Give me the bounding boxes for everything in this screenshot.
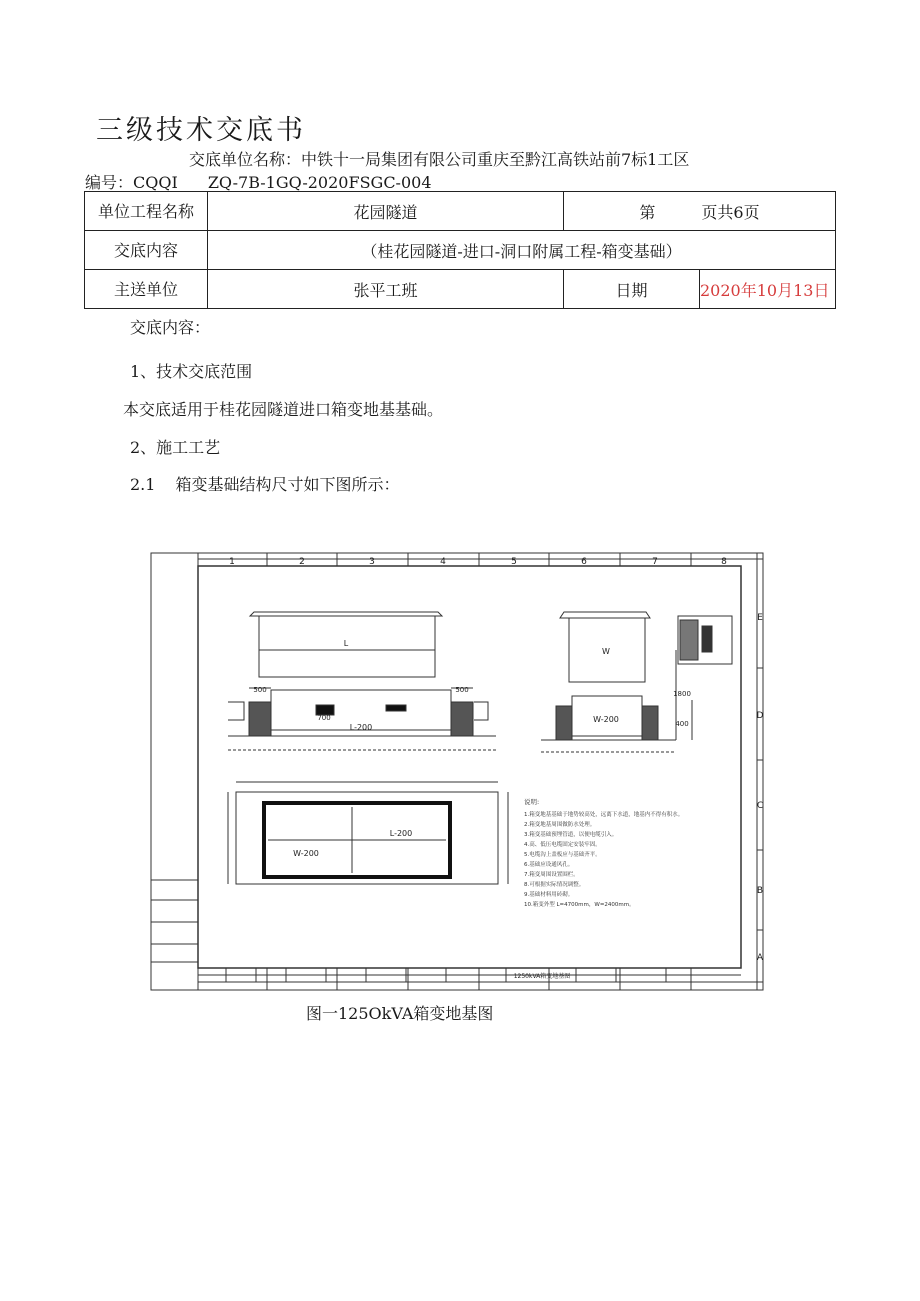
content-label: 交底内容： (130, 318, 211, 337)
side-elevation (541, 612, 692, 752)
table-label-cell: 主送单位 (85, 270, 208, 309)
substation-foundation-drawing (146, 550, 770, 996)
grid-col-label: 6 (581, 557, 587, 567)
section21-line (130, 472, 399, 495)
cable-detail (678, 616, 732, 664)
plan-L-200: L-200 (389, 829, 413, 838)
date-value-cell: 2020年10月13日 (700, 270, 836, 309)
grid-row-label: D (756, 711, 764, 721)
dim-W: W (602, 647, 610, 656)
dim-W-200: W-200 (593, 715, 619, 724)
grid-row-label: E (757, 613, 763, 623)
table-row (85, 270, 836, 309)
section21-number: 2.1 (130, 475, 156, 494)
date-label-cell: 日期 (564, 270, 700, 309)
plan-view (228, 782, 508, 884)
drawing-outer-frame (151, 553, 763, 990)
table-label-cell: 交底内容 (85, 231, 208, 270)
note-line: 6.基础应设通风孔。 (524, 862, 574, 868)
code-value: ZQ-7B-1GQ-2020FSGC-004 (207, 173, 432, 192)
section1-text: 本交底适用于桂花园隧道进口箱变地基基础。 (123, 400, 444, 419)
grid-col-label: 3 (369, 557, 375, 567)
grid-col-label: 7 (652, 557, 658, 567)
note-line: 3.箱变基础预埋管道，以便电缆引入。 (524, 832, 618, 838)
dim-L: L (343, 639, 349, 648)
dim-1600: 400 (675, 720, 689, 728)
grid-ticks (267, 553, 763, 990)
grid-col-label: 8 (721, 557, 727, 567)
note-line: 10.箱变外型 L=4700mm，W=2400mm。 (524, 902, 635, 908)
section2-heading: 2、施工工艺 (130, 438, 221, 457)
info-table (84, 191, 836, 309)
drawing-inner-frame (198, 566, 741, 968)
grid-col-label: 2 (299, 557, 305, 567)
section1-heading: 1、技术交底范围 (130, 362, 253, 381)
dim-500-right: 500 (455, 686, 469, 694)
grid-row-label: A (756, 953, 764, 963)
dim-700: 700 (317, 714, 331, 722)
left-foundation-wall (249, 702, 271, 736)
note-line: 5.电缆沟上盖板应与基础齐平。 (524, 852, 601, 858)
table-label-cell: 单位工程名称 (85, 192, 208, 231)
note-line: 1.箱变地基基础于地势较高处，远离下水道，地基内不得有积水。 (524, 812, 684, 818)
title-block-name: 1250kVA箱变地基图 (513, 973, 571, 980)
document-title: 三级技术交底书 (96, 115, 306, 146)
table-row (85, 231, 836, 270)
table-row (85, 192, 836, 231)
page-suffix: 页共6页 (701, 202, 760, 222)
right-foundation-wall (451, 702, 473, 736)
recipient-cell: 张平工班 (208, 270, 564, 309)
figure-caption: 图一125OkVA箱变地基图 (306, 1004, 494, 1023)
dim-L-200: L-200 (349, 723, 373, 732)
note-line: 2.箱变地基周围做防水处理。 (524, 822, 596, 828)
note-line: 7.箱变周围设置围栏。 (524, 872, 579, 878)
plan-W-200: W-200 (293, 849, 319, 858)
document-code-line (85, 170, 432, 193)
dim-500: 500 (253, 686, 267, 694)
grid-row-label: B (756, 886, 764, 896)
grid-col-label: 5 (511, 557, 517, 567)
note-line: 9.基础材料用砖砌。 (524, 892, 574, 898)
note-line: 8.可根据实际情况调整。 (524, 882, 585, 888)
code-label: 编号：CQQI (85, 173, 178, 192)
page-prefix: 第 (639, 202, 656, 222)
grid-row-label: C (756, 801, 764, 811)
grid-col-label: 4 (440, 557, 446, 567)
dim-1800: 1800 (673, 690, 691, 698)
content-cell: （桂花园隧道-进口-洞口附属工程-箱变基础） (208, 231, 836, 270)
note-line: 4.高、低压电缆固定安装牢固。 (524, 842, 601, 848)
drawing-notes (524, 797, 683, 908)
project-name-cell: 花园隧道 (208, 192, 564, 231)
page-count-cell (564, 192, 836, 231)
title-block (198, 968, 741, 982)
grid-col-label: 1 (229, 557, 235, 567)
issuing-unit-line: 交底单位名称：中铁十一局集团有限公司重庆至黔江高铁站前7标1工区 (189, 150, 690, 169)
notes-title: 说明: (524, 798, 540, 806)
section21-text: 箱变基础结构尺寸如下图所示： (175, 475, 400, 494)
